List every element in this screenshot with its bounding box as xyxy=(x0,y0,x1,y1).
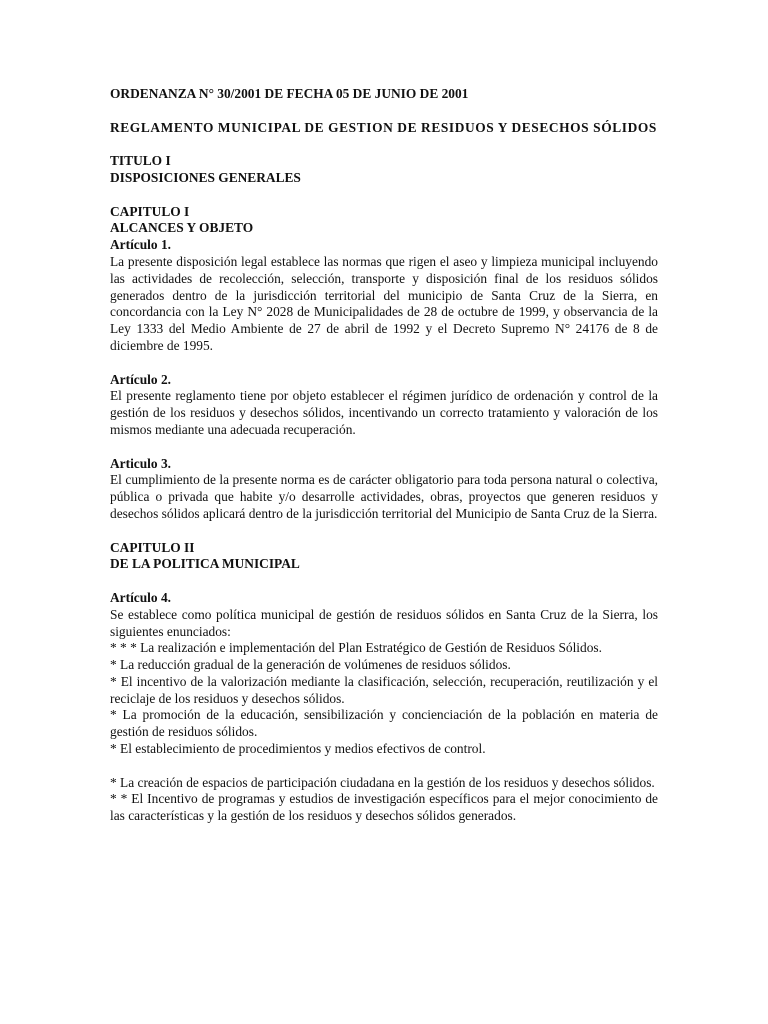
chapter-2-name: DE LA POLITICA MUNICIPAL xyxy=(110,556,300,572)
list-item: * La reducción gradual de la generación de volúmenes de residuos sólidos. xyxy=(110,657,511,673)
article-3-heading: Articulo 3. xyxy=(110,455,171,471)
chapter-1-label: CAPITULO I xyxy=(110,203,190,219)
chapter-2-label: CAPITULO II xyxy=(110,539,195,555)
list-item: * La promoción de la educación, sensibilización y concienciación de la población en materia de gestión de residuos sólidos. xyxy=(110,707,658,740)
article-3-text: El cumplimiento de la presente norma es de carácter obligatorio para toda persona natural o colectiva, pública o privada que habite y/o desarrolle actividades, obras, proyectos que generen residuos y desechos sólidos aplicará dentro de la jurisdicción territorial del Municipio de Santa Cruz de la Sierra. xyxy=(110,472,658,521)
titulo-name: DISPOSICIONES GENERALES xyxy=(110,169,301,185)
list-item: * La creación de espacios de participación ciudadana en la gestión de los residuos y desechos sólidos. xyxy=(110,774,655,790)
article-2-heading: Artículo 2. xyxy=(110,371,171,387)
ordinance-title: ORDENANZA N° 30/2001 DE FECHA 05 DE JUNIO DE 2001 xyxy=(110,86,469,101)
list-item: * El establecimiento de procedimientos y medios efectivos de control. xyxy=(110,741,486,757)
article-1-text: La presente disposición legal establece las normas que rigen el aseo y limpieza municipal incluyendo las actividades de recolección, selección, transporte y disposición final de los residuos sólidos generados dentro de la jurisdicción territorial del municipio de Santa Cruz de la Sierra, en concordancia con la Ley N° 2028 de Municipalidades de 28 de octubre de 1999, y observancia de la Ley 1333 del Medio Ambiente de 27 de abril de 1992 y el Decreto Supremo N° 24176 de 8 de diciembre de 1995. xyxy=(110,253,658,353)
titulo-label: TITULO I xyxy=(110,153,171,169)
list-item: * * El Incentivo de programas y estudios de investigación específicos para el mejor conocimiento de las características y la gestión de los residuos y desechos sólidos generados. xyxy=(110,791,658,824)
article-4-heading: Artículo 4. xyxy=(110,589,171,605)
list-item: * El incentivo de la valorización mediante la clasificación, selección, recuperación, reutilización y el reciclaje de los residuos y desechos sólidos. xyxy=(110,673,658,706)
chapter-1-name: ALCANCES Y OBJETO xyxy=(110,220,254,236)
article-4-intro: Se establece como política municipal de gestión de residuos sólidos en Santa Cruz de la Sierra, los siguientes enunciados: xyxy=(110,606,658,639)
regulation-title: REGLAMENTO MUNICIPAL DE GESTION DE RESIDUOS Y DESECHOS SÓLIDOS xyxy=(110,119,657,135)
article-2-text: El presente reglamento tiene por objeto establecer el régimen jurídico de ordenación y control de la gestión de los residuos y desechos sólidos, incentivando un correcto tratamiento y valoración de los mismos mediante una adecuada recuperación. xyxy=(110,388,658,437)
document-body xyxy=(110,86,658,825)
list-item: * * * La realización e implementación del Plan Estratégico de Gestión de Residuos Sólidos. xyxy=(110,640,602,656)
article-1-heading: Artículo 1. xyxy=(110,237,171,253)
